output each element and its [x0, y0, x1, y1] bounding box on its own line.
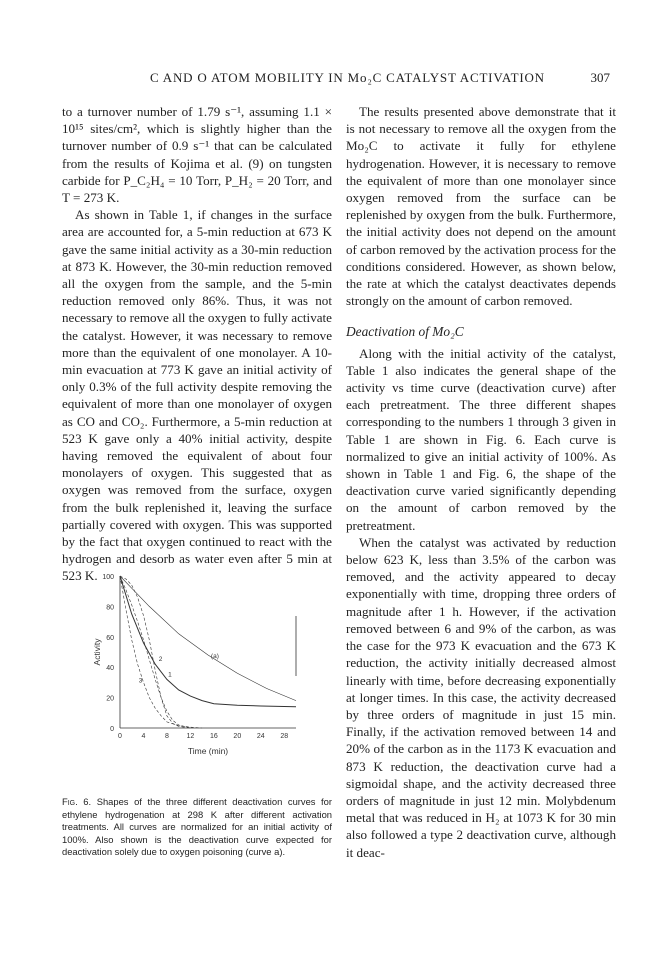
curve-label: 2 [158, 656, 163, 664]
paragraph: As shown in Table 1, if changes in the surface area are accounted for, a 5-min reduction at 673 K gave the same initial activity as a 30-min reduction at 873 K. However, the 30-min reduction removed all the oxygen from the sample, and the 5-min reduction removed only 86%. Thus, it was not necessary to remove all the oxygen to fully activate the catalyst. However, it was necessary to remove more than the equivalent of one monolayer. A 10-min evacuation at 773 K gave an initial activity of only 0.3% of the full activity despite removing the equivalent of more than one monolayer of oxygen as CO and CO₂. Furthermore, a 5-min reduction at 523 K gave only a 40% initial activity, despite having removed the equivalent of about four monolayers of oxygen. This suggested that as oxygen was removed from the surface, oxygen from the bulk replenished it, leaving the surface partially covered with oxygen. This was supported by the fact that oxygen continued to react with the hydrogen and desorb as water even after 5 min at 523 K. [62, 207, 332, 584]
paragraph: When the catalyst was activated by reduction below 623 K, less than 3.5% of the carbon was removed, and the activity appeared to decay exponentially with time, dropping three orders of magnitude after 1 h. However, if the activation removed between 6 and 9% of the carbon, as was the case for the 973 K evacuation and the 673 K reduction, the activity initially decreased almost linearly with time, before decreasing exponentially at longer times. In this case, the activity decreased by three orders of magnitude in just 15 min. Finally, if the activation removed between 14 and 20% of the carbon as in the 1173 K evacuation and 873 K reduction, the deactivation curve had a sigmoidal shape, and the activity decreased three orders of magnitude in just 12 min. Molybdenum metal that was reduced in H₂ at 1073 K for 30 min also followed a type 2 deactivation curve, although it deac- [346, 534, 616, 860]
curve-label: 1 [168, 671, 172, 679]
x-tick-label: 8 [164, 733, 169, 740]
right-column [346, 103, 616, 861]
running-title: C AND O ATOM MOBILITY IN Mo₂C CATALYST ACTIVATION [150, 70, 545, 85]
figure-caption [62, 796, 332, 859]
series-line-2 [120, 576, 190, 728]
x-tick-label: 20 [233, 733, 242, 740]
x-tick-label: 12 [186, 733, 195, 740]
x-axis-label: Time (min) [187, 746, 229, 756]
figure-6 [86, 568, 326, 788]
x-tick-label: 16 [209, 733, 218, 740]
x-tick-label: 0 [118, 733, 122, 740]
y-tick-label: 60 [106, 634, 114, 642]
figure-label: Fig. 6. [62, 796, 92, 807]
left-column [62, 103, 332, 585]
x-tick-label: 4 [141, 733, 146, 740]
series-line-0 [120, 576, 202, 728]
series-line-4 [120, 576, 296, 701]
series-line-3 [120, 576, 296, 707]
y-tick-label: 40 [106, 665, 114, 673]
deactivation-chart [86, 568, 326, 788]
page-header [62, 70, 610, 90]
caption-text: Shapes of the three different deactivation curves for ethylene hydrogenation at 298 K after different activation treatments. All curves are normalized for an initial activity of 100%. Also shown is the deactivation curve expected for deactivation solely due to oxygen poisoning (curve a). [62, 796, 332, 857]
x-tick-label: 24 [256, 733, 265, 740]
section-heading: Deactivation of Mo₂C [346, 324, 464, 340]
y-tick-label: 80 [106, 604, 114, 612]
curve-label: (a) [210, 653, 219, 661]
paragraph: The results presented above demonstrate that it is not necessary to remove all the oxygen from the Mo₂C to activate it fully for ethylene hydrogenation. However, it is necessary to remove the equivalent of more than one monolayer since oxygen removed from the surface can be replenished by oxygen from the bulk. Furthermore, the initial activity does not depend on the amount of carbon removed by the activation process for the conditions considered. However, as shown below, the rate at which the catalyst deactivates depends strongly on the amount of carbon removed. [346, 104, 616, 309]
y-axis-label: Activity [92, 638, 102, 666]
x-tick-label: 28 [280, 733, 289, 740]
y-tick-label: 100 [102, 574, 114, 581]
page-number: 307 [590, 70, 610, 85]
series-line-1 [120, 576, 190, 728]
curve-label: 3 [138, 677, 143, 685]
paragraph: Along with the initial activity of the catalyst, Table 1 also indicates the general shape of the activity vs time curve (deactivation curve) after each pretreatment. The three different shapes corresponding to the numbers 1 through 3 given in Table 1 are shown in Fig. 6. Each curve is normalized to give an initial activity of 100%. As shown in Table 1 and Fig. 6, the shape of the deactivation curve varied significantly depending on the amount of carbon removed by the pretreatment. [346, 345, 616, 533]
y-tick-label: 20 [106, 695, 114, 703]
y-tick-label: 0 [110, 726, 114, 733]
paragraph: to a turnover number of 1.79 s⁻¹, assuming 1.1 × 10¹⁵ sites/cm², which is slightly higher than the turnover number of 0.9 s⁻¹ that can be calculated from the results of Kojima et al. (9) on tungsten carbide for P_C₂H₄ = 10 Torr, P_H₂ = 20 Torr, and T = 273 K. [62, 104, 332, 206]
